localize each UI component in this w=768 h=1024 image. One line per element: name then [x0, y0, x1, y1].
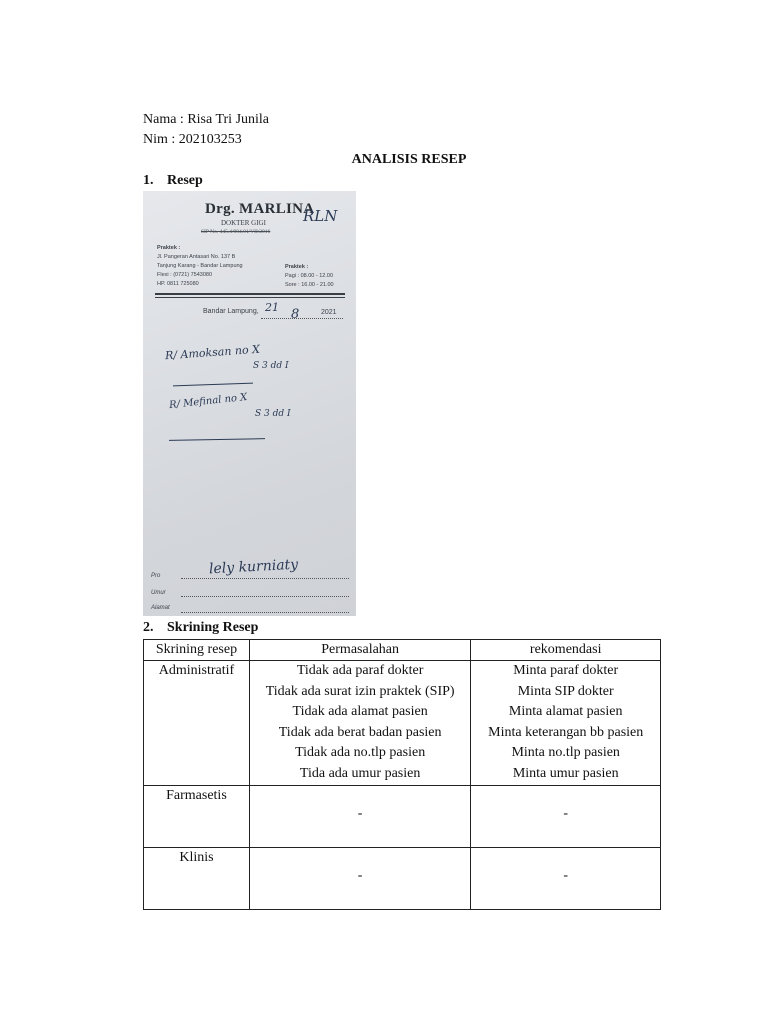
table-header-row: [144, 640, 661, 661]
problem-item: Tidak ada surat izin praktek (SIP): [265, 683, 455, 699]
rx-line-1: R/ Amoksan no X: [164, 342, 261, 363]
problem-klinis: -: [249, 847, 471, 909]
category-klinis: Klinis: [144, 847, 250, 909]
header-rule-thin: [155, 297, 345, 298]
table-row: [144, 847, 661, 909]
rx-divider-2: [169, 438, 265, 441]
header-permasalahan: Permasalahan: [249, 640, 471, 661]
alamat-label: Alamat: [151, 605, 170, 611]
place-label: Bandar Lampung,: [203, 308, 259, 315]
section-1-label: Resep: [167, 173, 203, 188]
problems-administratif: [249, 661, 471, 786]
prescription-photo: [143, 191, 356, 616]
recommendation-item: Minta no.tlp pasien: [511, 745, 620, 761]
umur-label: Umur: [151, 590, 166, 596]
problem-item: Tida ada umur pasien: [299, 765, 421, 781]
doctor-initials: RLN: [303, 207, 338, 225]
table-row: [144, 785, 661, 847]
section-2-heading: [143, 619, 258, 637]
doctor-name: Drg. MARLINA: [205, 201, 315, 217]
recommendation-item: Minta keterangan bb pasien: [488, 724, 644, 740]
student-name: Nama : Risa Tri Junila: [143, 112, 270, 127]
rx-sig-2: S 3 dd I: [255, 409, 291, 419]
recommendation-item: Minta alamat pasien: [508, 704, 623, 720]
screening-table: [143, 639, 661, 910]
hours-evening: Sore : 16.00 - 21.00: [285, 282, 334, 288]
problem-item: Tidak ada alamat pasien: [292, 704, 428, 720]
recommendation-item: Minta paraf dokter: [513, 663, 619, 678]
pro-label: Pro: [151, 573, 161, 579]
header-rekomendasi: rekomendasi: [471, 640, 661, 661]
category-administratif: Administratif: [144, 661, 250, 786]
date-underline: [261, 318, 343, 319]
problem-item: Tidak ada berat badan pasien: [278, 724, 442, 740]
recommendation-item: Minta umur pasien: [512, 765, 619, 781]
problem-farmasetis: -: [249, 785, 471, 847]
hours-label: Praktek :: [285, 264, 309, 270]
student-nim: Nim : 202103253: [143, 132, 242, 147]
header-skrining: Skrining resep: [144, 640, 250, 661]
section-2-label: Skrining Resep: [167, 620, 259, 635]
practice-phone: Flexi : (0721) 7543080: [157, 272, 213, 278]
recommendation-klinis: -: [471, 847, 661, 909]
problem-item: Tidak ada no.tlp pasien: [295, 745, 426, 761]
rx-sig-1: S 3 dd I: [253, 361, 289, 371]
doctor-sip: SIP No. 445.4/004.01/VII/2016: [201, 229, 271, 235]
section-1-heading: [143, 172, 203, 190]
recommendation-farmasetis: -: [471, 785, 661, 847]
recommendation-item: Minta SIP dokter: [517, 683, 614, 699]
practice-mobile: HP. 0811 725080: [157, 281, 199, 287]
pro-value: lely kurniaty: [208, 556, 299, 578]
alamat-line: [181, 612, 349, 613]
practice-address-2: Tanjung Karang - Bandar Lampung: [157, 263, 243, 269]
date-day: 21: [265, 301, 279, 314]
rx-divider-1: [173, 383, 253, 387]
practice-address-1: Jl. Pangeran Antasari No. 137 B: [157, 254, 236, 260]
section-2-number: 2.: [143, 620, 154, 635]
practice-label: Praktek :: [157, 245, 181, 251]
problem-item: Tidak ada paraf dokter: [296, 663, 424, 678]
date-month: 8: [291, 307, 300, 322]
doctor-title: DOKTER GIGI: [221, 219, 266, 227]
pro-line: [181, 578, 349, 579]
category-farmasetis: Farmasetis: [144, 785, 250, 847]
header-rule: [155, 293, 345, 295]
rx-line-2: R/ Mefinal no X: [168, 391, 248, 412]
umur-line: [181, 596, 349, 597]
table-row: [144, 661, 661, 786]
recommendations-administratif: [471, 661, 661, 786]
date-year: 2021: [321, 309, 337, 316]
document-title: ANALISIS RESEP: [351, 152, 467, 167]
hours-morning: Pagi : 08.00 - 12.00: [285, 273, 334, 279]
section-1-number: 1.: [143, 173, 154, 188]
